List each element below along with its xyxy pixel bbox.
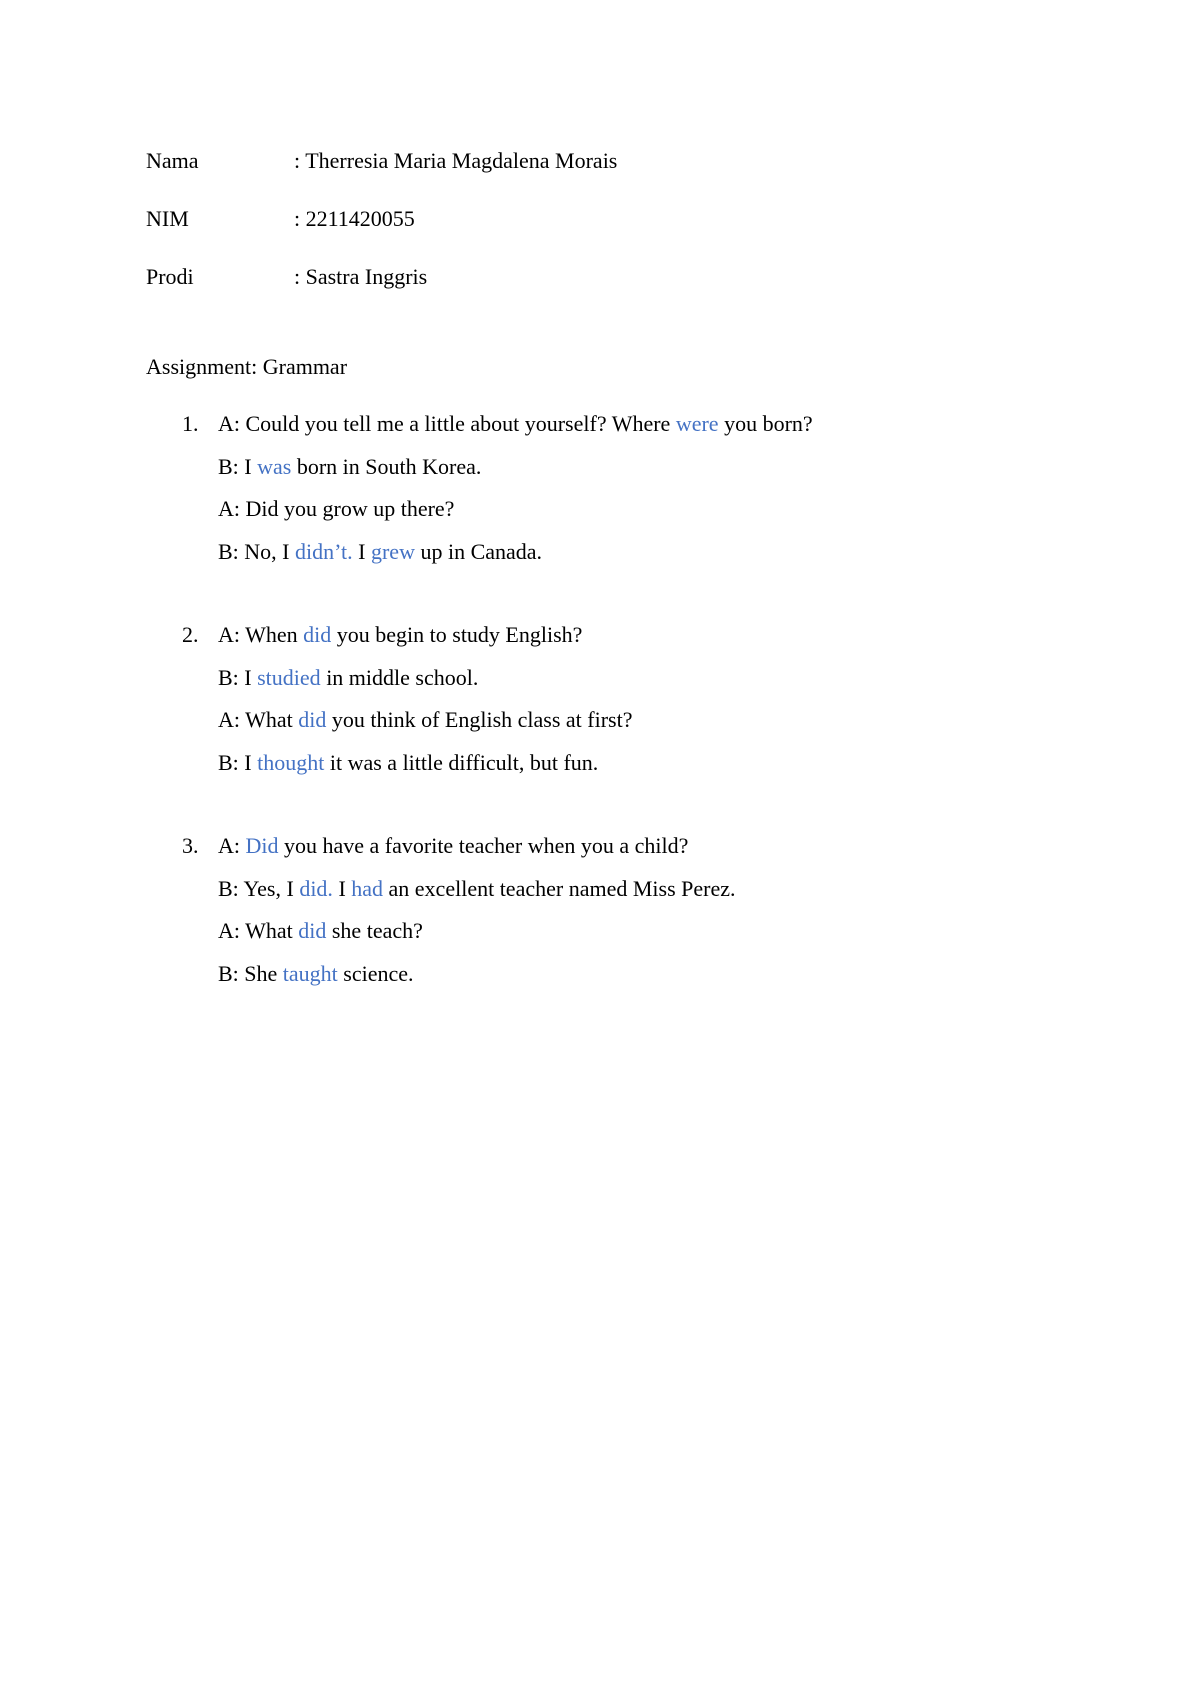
line-text: science.	[337, 960, 414, 986]
item-number: 2.	[182, 622, 199, 647]
dialogue-line	[218, 494, 454, 524]
answer-word: Did	[245, 833, 279, 858]
assignment-title: Assignment: Grammar	[146, 354, 348, 379]
item-number: 1.	[182, 411, 199, 436]
line-text: A: Could you tell me a little about yourself? Where	[218, 411, 676, 436]
line-text: up in Canada.	[414, 538, 543, 564]
answer-word: grew	[370, 538, 415, 564]
dialogue-line	[218, 705, 633, 735]
line-text: an excellent teacher named Miss Perez.	[383, 875, 736, 901]
dialogue-line	[218, 831, 688, 861]
dialogue-line	[218, 959, 414, 989]
info-label: Prodi	[146, 264, 194, 289]
info-row-prodi	[146, 262, 427, 292]
answer-word: did.	[299, 875, 333, 901]
info-value: : Sastra Inggris	[294, 264, 428, 289]
answer-word: did	[298, 918, 327, 943]
answer-word: studied	[257, 664, 321, 690]
answer-word: were	[675, 411, 719, 436]
line-text: I	[332, 875, 352, 901]
answer-word: didn’t.	[295, 538, 353, 564]
line-text: A: Did you grow up there?	[218, 496, 455, 521]
line-text: I	[352, 538, 371, 564]
dialogue-line	[218, 874, 735, 904]
item-number: 3.	[182, 833, 199, 858]
line-text: you have a favorite teacher when you a child?	[278, 833, 689, 858]
line-text: you begin to study English?	[331, 622, 583, 647]
line-text: A:	[218, 833, 246, 858]
info-row-nama	[146, 146, 617, 176]
info-row-nim	[146, 204, 415, 234]
line-text: born in South Korea.	[291, 453, 482, 479]
line-text: A: What	[218, 918, 299, 943]
answer-word: thought	[257, 749, 325, 775]
dialogue-line	[218, 537, 542, 567]
dialogue-line	[218, 663, 478, 693]
line-text: B: I	[218, 749, 258, 775]
dialogue-line	[218, 916, 423, 946]
info-label: NIM	[146, 206, 189, 231]
answer-word: taught	[282, 960, 338, 986]
info-value: : 2211420055	[294, 206, 415, 231]
line-text: you born?	[718, 411, 813, 436]
answer-word: had	[351, 875, 384, 901]
line-text: A: When	[218, 622, 304, 647]
line-text: B: I	[218, 453, 258, 479]
info-label: Nama	[146, 148, 199, 173]
answer-word: did	[303, 622, 332, 647]
line-text: she teach?	[326, 918, 423, 943]
dialogue-line	[218, 748, 598, 778]
answer-word: did	[298, 707, 327, 732]
line-text: A: What	[218, 707, 299, 732]
line-text: it was a little difficult, but fun.	[324, 749, 599, 775]
line-text: B: No, I	[218, 538, 295, 564]
line-text: you think of English class at first?	[326, 707, 633, 732]
line-text: B: She	[218, 960, 283, 986]
line-text: in middle school.	[320, 664, 479, 690]
dialogue-line	[218, 620, 582, 650]
dialogue-line	[218, 452, 481, 482]
info-value: : Therresia Maria Magdalena Morais	[294, 148, 618, 173]
line-text: B: Yes, I	[218, 875, 300, 901]
answer-word: was	[257, 453, 292, 479]
dialogue-line	[218, 409, 813, 439]
line-text: B: I	[218, 664, 258, 690]
